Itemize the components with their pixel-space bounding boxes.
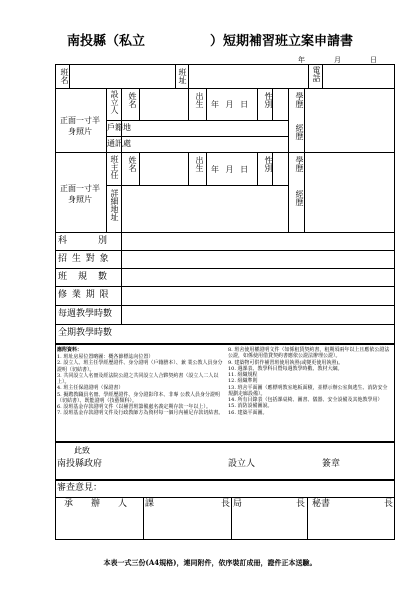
note-item: 1. 班址房屋位置略圖：概各節標誌向位置） xyxy=(57,354,154,360)
field-total-hours: 全期教學時數 xyxy=(58,328,113,338)
submit-box xyxy=(55,442,395,480)
date-year: 年 xyxy=(298,56,305,64)
director-address-label: 詳細地址 xyxy=(110,189,119,221)
director-education-label: 學歷 xyxy=(295,156,304,172)
field-subject: 科 別 xyxy=(58,236,109,246)
date-month: 月 xyxy=(334,56,341,64)
director-birth-label: 出生 xyxy=(195,156,204,172)
field-period: 修 業 期 限 xyxy=(58,290,110,300)
review-section-chief: 長 xyxy=(221,499,231,509)
class-name-label: 班名 xyxy=(60,68,69,84)
note-item: 14. 所有目錄表（包括課桌椅、圖書、儀器、安全設備及其他教學用） xyxy=(228,397,383,403)
director-name-label: 姓名 xyxy=(128,156,137,172)
review-box xyxy=(55,480,395,540)
attachments-heading: 應附資料： xyxy=(57,347,83,353)
founder-role-label: 設立人 xyxy=(110,90,119,114)
note-item: 5. 擬聘教職員名冊、學經歷證件、身分證影印本、非專 公教人員身分證明（切結書）、既能證明（技藝類科）。 xyxy=(57,391,220,404)
submit-to: 此致 xyxy=(74,446,90,455)
review-secretary: 秘書 xyxy=(312,499,331,509)
note-item: 11. 組織規程 xyxy=(228,372,258,378)
class-address-label: 班址 xyxy=(178,68,187,84)
founder-ymd-label: 年 月 日 xyxy=(211,100,251,109)
founder-name-label: 姓名 xyxy=(128,92,137,108)
note-item: 13. 班舍平面圖（應標明教室地板面積，並標示辦公室與逃生、消防安全規劃走廊設備）。 xyxy=(228,384,388,397)
director-role-label: 班主任 xyxy=(110,155,119,179)
review-magistrate: 長 xyxy=(384,499,394,509)
review-section: 課 xyxy=(145,499,155,509)
founder-photo-label: 正面一寸半身照片 xyxy=(60,116,100,136)
director-gender-label: 性別 xyxy=(264,156,273,172)
director-ymd-label: 年 月 日 xyxy=(211,165,251,174)
note-item: 15. 消防設備圖說。 xyxy=(228,403,273,410)
note-item: 16. 建築平面圖。 xyxy=(228,409,268,416)
date-day: 日 xyxy=(370,56,377,64)
note-item: 9. 建築物可供作補習班使用執照(或變更使用執照)。 xyxy=(228,359,344,366)
note-item: 7. 設班基金存款證明文件及行政教師方為資材每一個月內補足存款切結書。 xyxy=(57,410,224,417)
note-item: 6. 設班基金存款證明文件（以補習班籌備處名義定期存款一年以上）。 xyxy=(57,404,211,410)
submit-gov: 南投縣政府 xyxy=(57,459,103,469)
note-item: 3. 共同設立人名冊及經法院公證之共同設立人合夥契約書（設立人二人以上）。 xyxy=(57,372,219,385)
founder-household-label: 戶籍地 xyxy=(107,123,131,132)
founder-gender-label: 性別 xyxy=(264,92,273,108)
note-item: 8. 班舍使用權證明文件（如係租賃契約書，租期須兩年以上且應依公證法公證，如係使用借貸契約書應依公證法辦理公證）。 xyxy=(228,347,390,360)
note-item: 2. 設立人、班主任學經歷證件、身分證明（戶籍謄本）、兼 業公教人員身分證明（切結書）。 xyxy=(57,360,223,373)
director-photo-label: 正面一寸半身照片 xyxy=(60,184,100,204)
note-item: 10. 週課表、教學科目暨每週教學時數、教材大綱。 xyxy=(228,365,343,372)
attachments-right xyxy=(228,347,392,416)
review-handler: 承 辦 人 xyxy=(64,499,128,509)
founder-experience-label: 經歷 xyxy=(295,124,304,140)
form-title: 南投縣（私立 ）短期補習班立案申請書 xyxy=(66,34,353,49)
note-item: 4. 班主任保證證明（保證書） xyxy=(57,385,124,392)
field-weekly-hours: 每週教學時數 xyxy=(58,309,113,319)
submit-sign: 簽章 xyxy=(322,459,341,469)
field-class-count: 班 規 數 xyxy=(58,272,109,282)
submit-founder: 設立人 xyxy=(228,459,256,469)
director-experience-label: 經歷 xyxy=(295,190,304,206)
review-bureau-chief: 長 xyxy=(296,499,306,509)
footer-note: 本表一式三份(A4規格)，連同附件，依序裝訂成冊，證件正本送驗。 xyxy=(103,558,317,567)
review-bureau: 局 xyxy=(233,499,243,509)
attachments-left xyxy=(57,354,225,417)
founder-birth-label: 出生 xyxy=(195,92,204,108)
review-heading: 審查意見： xyxy=(57,483,103,493)
note-item: 12. 組織準則 xyxy=(228,378,258,385)
phone-label: 電話 xyxy=(312,66,321,82)
field-target: 招 生 對 象 xyxy=(58,254,110,264)
founder-contact-label: 通訊處 xyxy=(107,139,131,148)
founder-education-label: 學歷 xyxy=(295,92,304,108)
